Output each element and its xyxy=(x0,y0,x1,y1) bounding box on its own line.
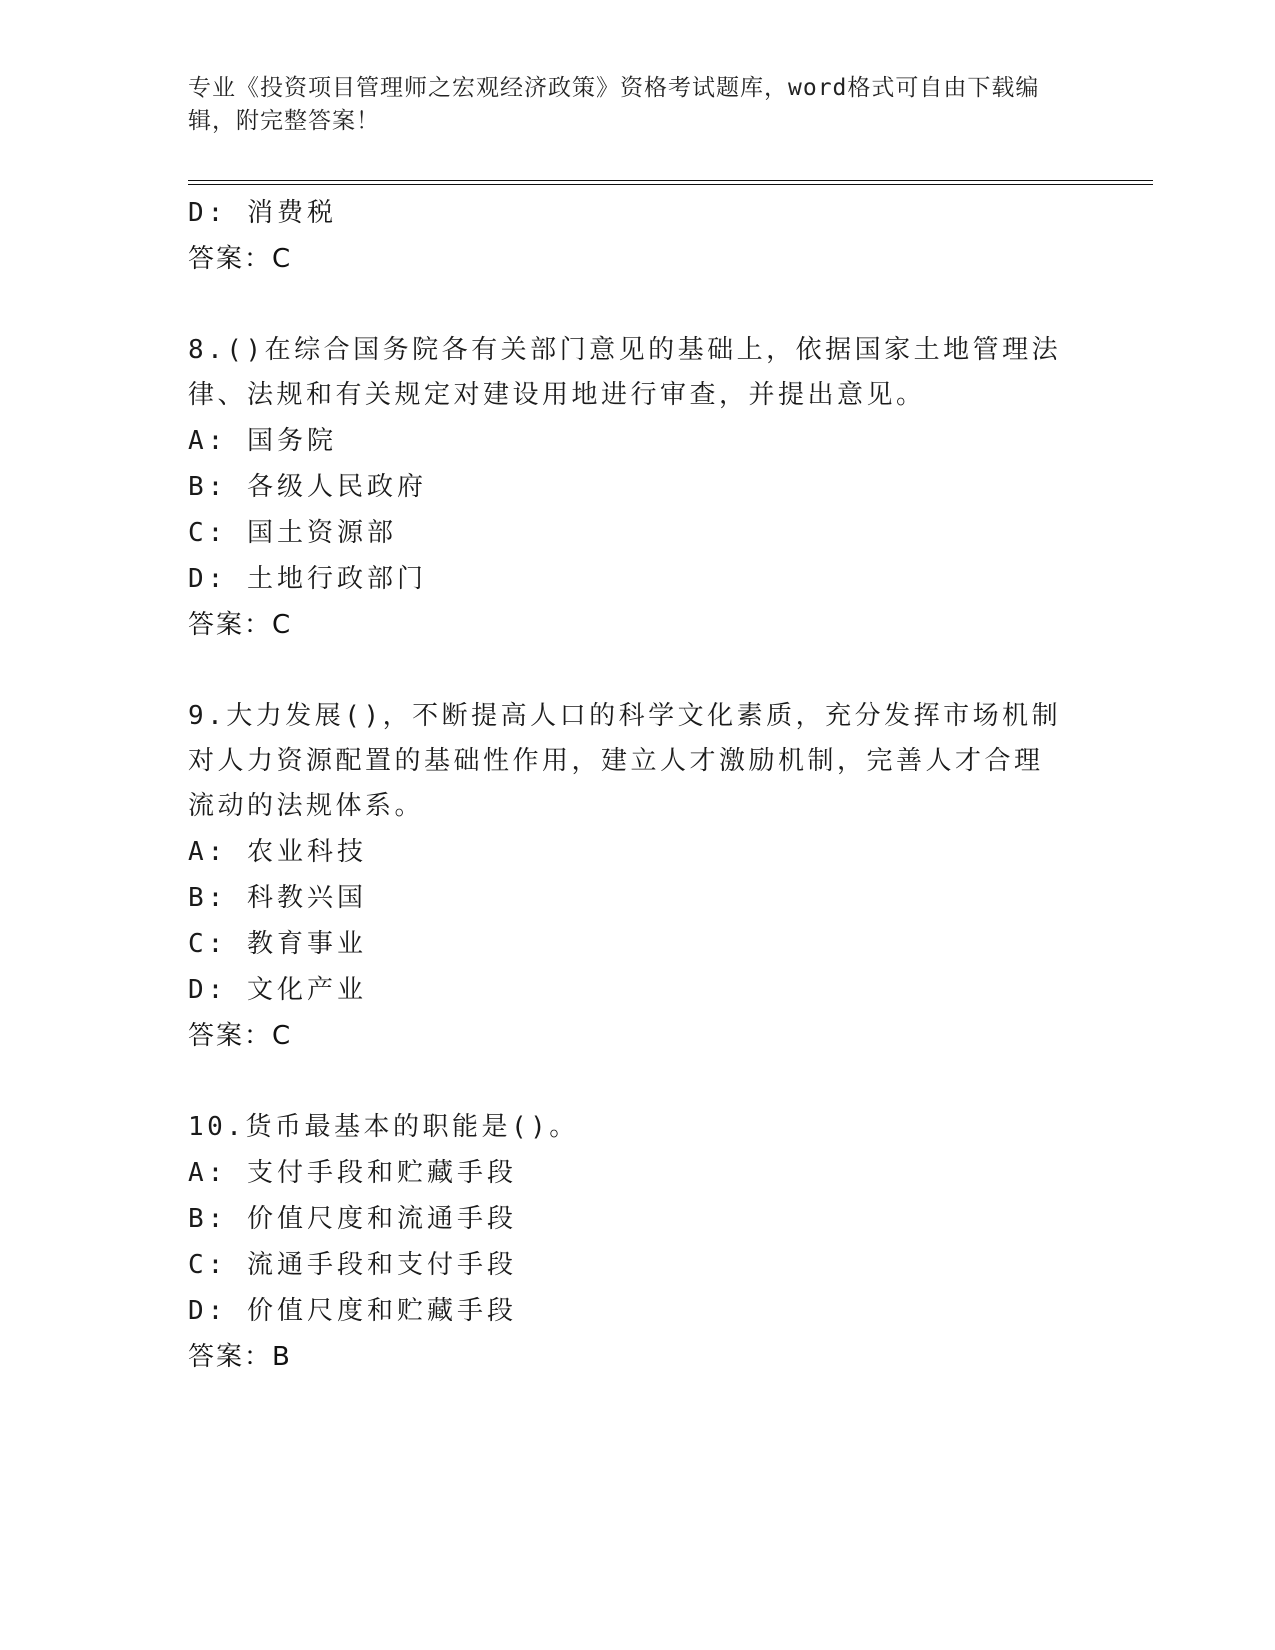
question-list xyxy=(188,190,1068,1380)
option-b: B: 价值尺度和流通手段 xyxy=(188,1204,517,1234)
option-c: C: 流通手段和支付手段 xyxy=(188,1250,517,1280)
header-double-rule xyxy=(188,180,1153,185)
option-c: C: 国土资源部 xyxy=(188,518,397,548)
option-a: A: 国务院 xyxy=(188,426,337,456)
answer-line: 答案：B xyxy=(188,1342,292,1372)
option-c: C: 教育事业 xyxy=(188,929,367,959)
option-d: D: 土地行政部门 xyxy=(188,564,427,594)
option-d: D: 消费税 xyxy=(188,198,337,228)
question-block-8 xyxy=(188,328,1068,648)
option-b: B: 科教兴国 xyxy=(188,883,367,913)
option-b: B: 各级人民政府 xyxy=(188,472,427,502)
option-d: D: 价值尺度和贮藏手段 xyxy=(188,1296,517,1326)
answer-line: 答案：C xyxy=(188,244,293,274)
question-stem: 8.()在综合国务院各有关部门意见的基础上，依据国家土地管理法律、法规和有关规定对建设用地进行审查，并提出意见。 xyxy=(188,335,1062,410)
option-a: A: 农业科技 xyxy=(188,837,367,867)
question-block-9 xyxy=(188,694,1068,1059)
answer-line: 答案：C xyxy=(188,1021,293,1051)
option-d: D: 文化产业 xyxy=(188,975,367,1005)
question-stem: 10.货币最基本的职能是()。 xyxy=(188,1112,579,1142)
question-stem: 9.大力发展()，不断提高人口的科学文化素质，充分发挥市场机制对人力资源配置的基础性作用，建立人才激励机制，完善人才合理流动的法规体系。 xyxy=(188,701,1062,821)
header-note: 专业《投资项目管理师之宏观经济政策》资格考试题库，word格式可自由下载编辑，附完整答案！ xyxy=(188,75,1040,134)
option-a: A: 支付手段和贮藏手段 xyxy=(188,1158,517,1188)
answer-line: 答案：C xyxy=(188,610,293,640)
question-block-7-tail xyxy=(188,190,1068,282)
question-block-10 xyxy=(188,1105,1068,1380)
